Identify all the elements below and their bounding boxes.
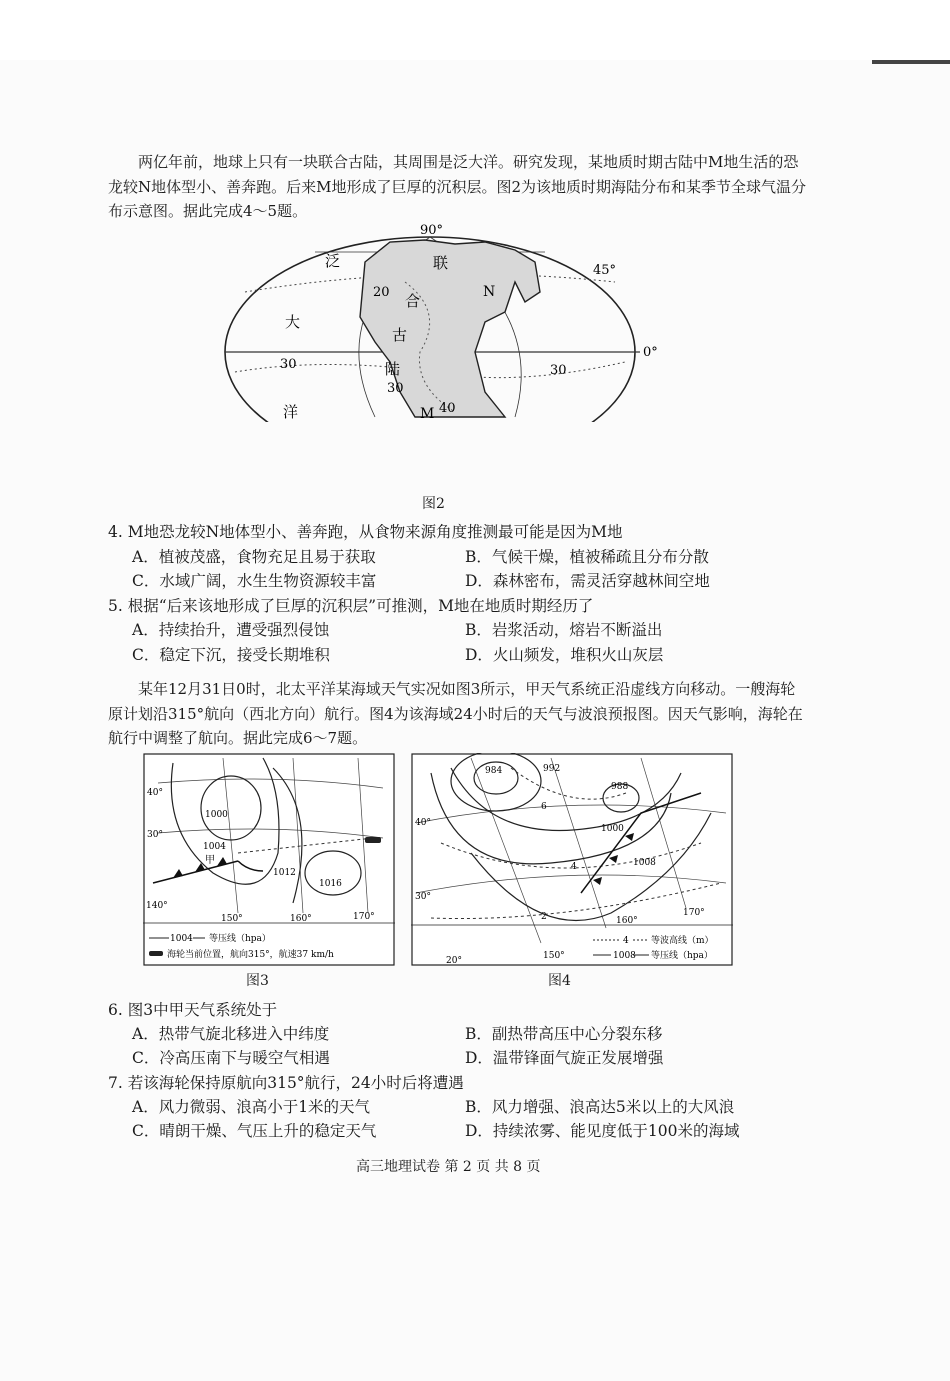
fig4-wave-2: 2	[541, 912, 547, 922]
fig3-lat30: 30°	[147, 830, 163, 840]
fig2-label-gu: 古	[392, 326, 408, 344]
question-6-stem: 6. 图3中甲天气系统处于	[108, 1001, 278, 1019]
page-footer: 高三地理试卷 第 2 页 共 8 页	[356, 1159, 541, 1175]
q6-option-a: A．热带气旋北移进入中纬度	[132, 1025, 330, 1043]
fig3-iso-1016: 1016	[319, 879, 342, 889]
fig2-label-n: N	[483, 284, 496, 300]
q6-option-b: B．副热带高压中心分裂东移	[465, 1025, 663, 1043]
intro-paragraph-1: 两亿年前，地球上只有一块联合古陆，其周围是泛大洋。研究发现，某地质时期古陆中M地生活的恐龙较N地体型小、善奔跑。后来M地形成了巨厚的沉积层。图2为该地质时期海陆分布和某季节全球气温分布示意图。据此完成4～5题。	[108, 153, 807, 220]
q5-option-d: D．火山频发，堆积火山灰层	[465, 646, 664, 664]
fig2-lat90: 90°	[420, 223, 444, 238]
intro-paragraph-2: 某年12月31日0时，北太平洋某海域天气实况如图3所示，甲天气系统正沿虚线方向移动。一艘海轮原计划沿315°航向（西北方向）航行。图4为该海域24小时后的天气与波浪预报图。因天气影响，海轮在航行中调整了航向。据此完成6～7题。	[108, 680, 803, 747]
fig3-iso-1000: 1000	[205, 810, 228, 820]
q5-option-b: B．岩浆活动，熔岩不断溢出	[465, 621, 663, 639]
figure-3-caption: 图3	[246, 973, 269, 989]
fig3-lon170: 170°	[353, 912, 375, 922]
fig3-lat40: 40°	[147, 788, 163, 798]
fig2-lat45: 45°	[593, 263, 617, 278]
fig3-legend-isobar: 等压线（hpa）	[209, 934, 271, 944]
q6-option-d: D．温带锋面气旋正发展增强	[465, 1049, 664, 1067]
fig3-lon160: 160°	[290, 914, 312, 924]
fig3-legend-ship: 海轮当前位置，航向315°，航速37 km/h	[167, 950, 334, 960]
fig2-label-he: 合	[405, 292, 421, 310]
fig2-label-lian: 联	[433, 254, 449, 272]
fig3-lon150: 150°	[221, 914, 243, 924]
figure-2-map	[215, 222, 670, 422]
fig4-legend-isobar-value: 1008	[613, 951, 636, 961]
fig3-iso-1012: 1012	[273, 868, 296, 878]
fig4-lon170: 170°	[683, 908, 705, 918]
fig4-lon150: 150°	[543, 951, 565, 961]
fig4-wave-6: 6	[541, 802, 547, 812]
fig2-label-fan: 泛	[325, 252, 341, 270]
fig4-iso-984: 984	[485, 766, 503, 776]
q4-option-a: A．植被茂盛，食物充足且易于获取	[132, 548, 376, 566]
fig4-lat20: 20°	[446, 956, 462, 966]
fig4-iso-992: 992	[543, 764, 561, 774]
fig2-lon0: 0°	[643, 345, 658, 360]
fig2-temp-30c: 30	[550, 363, 567, 378]
figure-2-caption: 图2	[422, 496, 445, 512]
fig2-label-da: 大	[285, 313, 301, 331]
q5-option-c: C．稳定下沉，接受长期堆积	[132, 646, 330, 664]
fig4-lat30: 30°	[415, 892, 431, 902]
q4-option-b: B．气候干燥，植被稀疏且分布分散	[465, 548, 709, 566]
fig4-iso-1008: 1008	[633, 858, 656, 868]
fig3-lon140: 140°	[146, 901, 168, 911]
fig2-temp-30b: 30	[387, 381, 404, 396]
q6-option-c: C．冷高压南下与暖空气相遇	[132, 1049, 330, 1067]
q7-option-c: C．晴朗干燥、气压上升的稳定天气	[132, 1122, 377, 1140]
fig4-wave-4: 4	[571, 862, 577, 872]
fig4-lon160: 160°	[616, 916, 638, 926]
figure-4-map	[411, 753, 733, 966]
fig2-label-lu: 陆	[385, 360, 401, 378]
q4-option-d: D．森林密布，需灵活穿越林间空地	[465, 572, 710, 590]
fig3-label-jia: 甲	[205, 855, 215, 866]
figure-4-caption: 图4	[548, 973, 571, 989]
fig4-iso-988: 988	[611, 782, 629, 792]
question-5-stem: 5. 根据“后来该地形成了巨厚的沉积层”可推测，M地在地质时期经历了	[108, 597, 594, 615]
question-4-stem: 4. M地恐龙较N地体型小、善奔跑，从食物来源角度推测最可能是因为M地	[108, 523, 623, 541]
fig4-legend-wave: 等波高线（m）	[651, 936, 714, 946]
fig4-legend-isobar: 等压线（hpa）	[651, 951, 713, 961]
q4-option-c: C．水域广阔，水生生物资源较丰富	[132, 572, 377, 590]
q7-option-a: A．风力微弱、浪高小于1米的天气	[132, 1098, 371, 1116]
fig2-label-yang: 洋	[283, 403, 299, 421]
q7-option-b: B．风力增强、浪高达5米以上的大风浪	[465, 1098, 735, 1116]
fig2-temp-30a: 30	[280, 357, 297, 372]
fig2-temp-40: 40	[439, 401, 456, 416]
fig2-label-m: M	[420, 406, 435, 422]
q5-option-a: A．持续抬升，遭受强烈侵蚀	[132, 621, 330, 639]
ship-icon	[365, 837, 381, 843]
fig3-legend-isobar-value: 1004	[170, 934, 193, 944]
fig4-legend-wave-value: 4	[623, 936, 629, 946]
fig3-iso-1004: 1004	[203, 842, 226, 852]
q7-option-d: D．持续浓雾、能见度低于100米的海域	[465, 1122, 740, 1140]
figure-3-map	[143, 753, 395, 966]
fig4-iso-1000: 1000	[601, 824, 624, 834]
scan-edge	[872, 60, 950, 64]
question-7-stem: 7. 若该海轮保持原航向315°航行，24小时后将遭遇	[108, 1074, 464, 1092]
fig2-temp-20: 20	[373, 285, 390, 300]
fig4-lat40: 40°	[415, 818, 431, 828]
